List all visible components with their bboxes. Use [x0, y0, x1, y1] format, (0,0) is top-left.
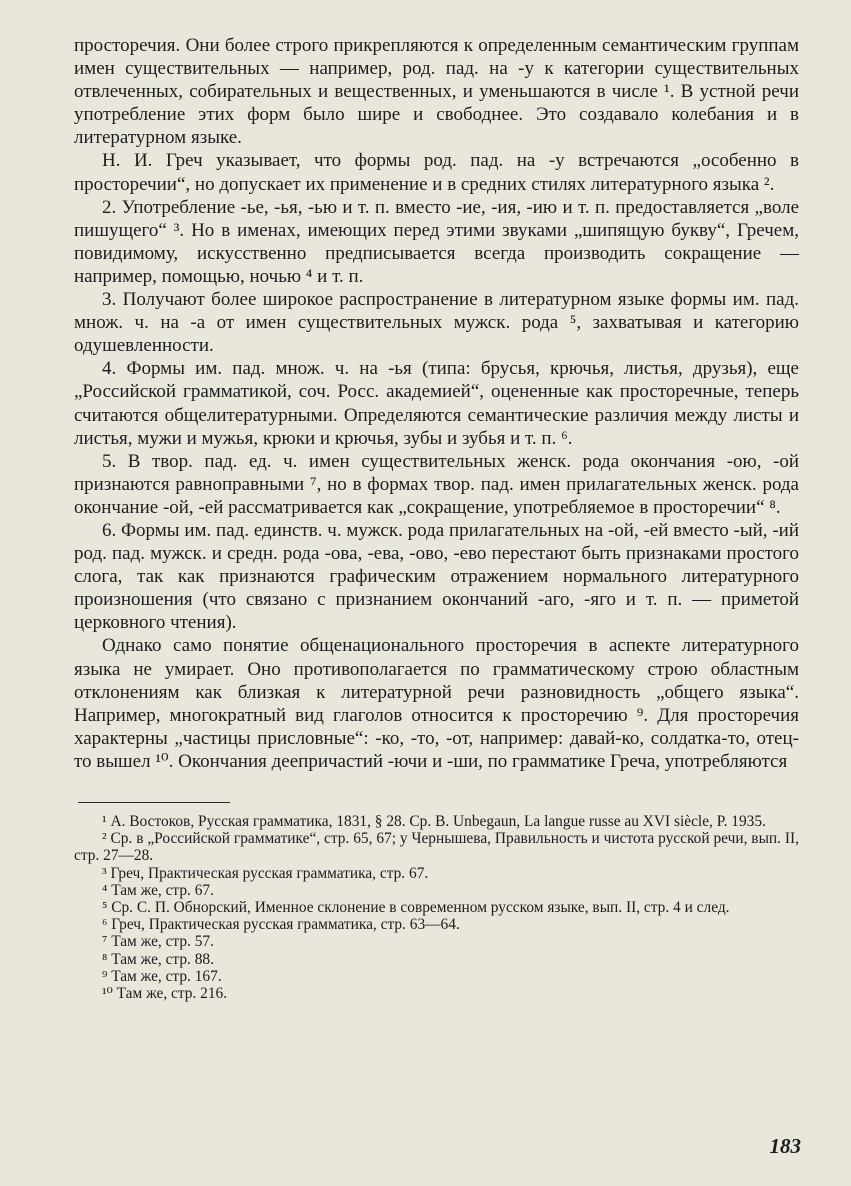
footnote: ³ Греч, Практическая русская грамматика, стр. 67. — [102, 864, 429, 882]
footnote: ⁵ Ср. С. П. Обнорский, Именное склонение в современном русском языке, вып. II, стр. 4 и след. — [102, 899, 730, 917]
paragraph: 5. В твор. пад. ед. ч. имен существительных женск. рода окончания -ою, -ой признаются равноправными ⁷, но в формах твор. пад. имен прилагательных женск. рода окончание -ой, -ей рассматривается как „сокращение, употребляемое в просторечии“ ⁸. — [74, 450, 799, 518]
footnote: ² Ср. в „Российской грамматике“, стр. 65, 67; у Чернышева, Правильность и чистота русской речи, вып. II, стр. 27—28. — [74, 830, 799, 865]
footnote: ¹ А. Востоков, Русская грамматика, 1831, § 28. Ср. B. Unbegaun, La langue russe au XVI siècle, P. 1935. — [102, 813, 766, 830]
paragraph: 6. Формы им. пад. единств. ч. мужск. рода прилагательных на -ой, -ей вместо -ый, -ий род. пад. мужск. и средн. рода -ова, -ева, -ово, -ево перестают быть признаками простого слога, так как признаются графическим отражением нормального литературного произношения (что связано с признанием окончаний -аго, -яго и т. п. — приметой церковного чтения). — [74, 519, 799, 634]
footnote: ⁴ Там же, стр. 67. — [102, 881, 214, 899]
footnote: ⁷ Там же, стр. 57. — [102, 933, 214, 951]
main-text — [74, 34, 799, 773]
footnote: ⁶ Греч, Практическая русская грамматика, стр. 63—64. — [102, 916, 460, 934]
paragraph: Однако само понятие общенационального просторечия в аспекте литературного языка не умирает. Оно противополагается по грамматическому строю областным отклонениям как близкая к литературной речи разновидность „общего языка“. Например, многократный вид глаголов относится к просторечию ⁹. Для просторечия характерны „частицы присловные“: -ко, -то, -от, например: давай-ко, солдатка-то, отец-то вышел ¹⁰. Окончания деепричастий -ючи и -ши, по грамматике Греча, употребляются — [74, 635, 799, 772]
footnotes — [74, 813, 799, 1002]
footnote-divider — [78, 802, 230, 803]
paragraph: 4. Формы им. пад. множ. ч. на -ья (типа: брусья, крючья, листья, друзья), еще „Российской грамматикой, соч. Росс. академией“, оцененные как просторечные, теперь считаются общелитературными. Определяются семантические различия между листы и листья, мужи и мужья, крюки и крючья, зубы и зубья и т. п. ⁶. — [74, 358, 799, 449]
paragraph: 3. Получают более широкое распространение в литературном языке формы им. пад. множ. ч. на -а от имен существительных мужск. рода ⁵, захватывая и категорию одушевленности. — [74, 289, 799, 357]
paragraph: Н. И. Греч указывает, что формы род. пад. на -у встречаются „особенно в просторечии“, но допускает их применение и в средних стилях литературного языка ². — [74, 150, 799, 195]
footnote: ⁹ Там же, стр. 167. — [102, 967, 222, 985]
footnote: ¹⁰ Там же, стр. 216. — [102, 985, 228, 1003]
paragraph: 2. Употребление -ье, -ья, -ью и т. п. вместо -ие, -ия, -ию и т. п. предоставляется „воле пишущего“ ³. Но в именах, имеющих перед этими звуками „шипящую букву“, Гречем, повидимому, искусственно предписывается всегда производить сокращение — например, помощью, ночью ⁴ и т. п. — [74, 196, 799, 287]
footnote: ⁸ Там же, стр. 88. — [102, 950, 214, 968]
paragraph: просторечия. Они более строго прикрепляются к определенным семантическим группам имен существительных — например, род. пад. на -у к категории существительных отвлеченных, собирательных и вещественных, и уменьшаются в числе ¹. В устной речи употребление этих форм было шире и свободнее. Это создавало колебания и в литературном языке. — [74, 35, 799, 149]
page-number: 183 — [769, 1134, 801, 1158]
